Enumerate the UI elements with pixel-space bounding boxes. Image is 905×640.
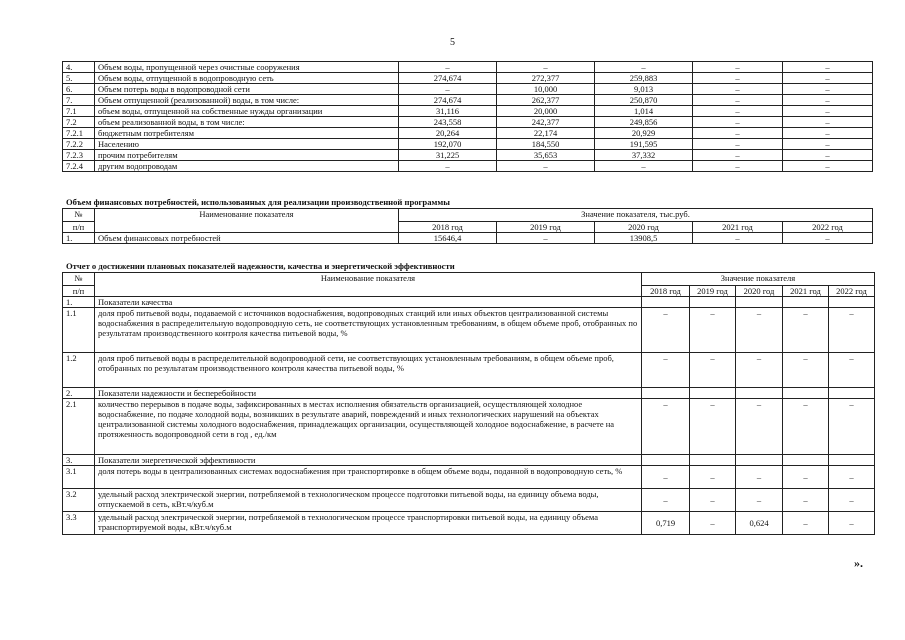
header-year: 2022 год bbox=[783, 222, 873, 233]
row-value: – bbox=[399, 161, 497, 172]
row-value: – bbox=[642, 308, 690, 353]
header-year: 2020 год bbox=[595, 222, 693, 233]
header-year: 2020 год bbox=[736, 286, 783, 297]
row-name: доля проб питьевой воды в распределительной водопроводной сети, не соответствующих установленным требованиям, в общем объеме проб, отобранных по результатам производственного контроля качества питьевой воды, % bbox=[95, 353, 642, 388]
table-row bbox=[63, 161, 873, 172]
row-num: 4. bbox=[63, 62, 95, 73]
header-num: № bbox=[63, 209, 95, 222]
row-value: – bbox=[783, 106, 873, 117]
empty-cell bbox=[829, 455, 875, 466]
row-value: 15646,4 bbox=[399, 233, 497, 244]
row-num: 7. bbox=[63, 95, 95, 106]
row-value: – bbox=[690, 466, 736, 489]
row-value: – bbox=[783, 233, 873, 244]
header-year: 2021 год bbox=[783, 286, 829, 297]
row-value: – bbox=[783, 95, 873, 106]
row-value: – bbox=[690, 489, 736, 512]
row-num: 7.2 bbox=[63, 117, 95, 128]
row-num: 1. bbox=[63, 297, 95, 308]
row-value: – bbox=[829, 399, 875, 455]
row-value: 250,870 bbox=[595, 95, 693, 106]
row-value: – bbox=[783, 308, 829, 353]
section-title: Показатели энергетической эффективности bbox=[95, 455, 642, 466]
row-value: 242,377 bbox=[497, 117, 595, 128]
row-value: – bbox=[399, 62, 497, 73]
row-value: – bbox=[736, 489, 783, 512]
row-value: – bbox=[783, 489, 829, 512]
table-row bbox=[63, 95, 873, 106]
header-year: 2018 год bbox=[399, 222, 497, 233]
financial-table bbox=[62, 208, 873, 244]
row-num: 1. bbox=[63, 233, 95, 244]
row-value: – bbox=[690, 308, 736, 353]
table-row bbox=[63, 399, 875, 455]
row-name: удельный расход электрической энергии, потребляемой в технологическом процессе транспортировки питьевой воды, на единицу объема транспортируемой воды, кВт.ч/куб.м bbox=[95, 512, 642, 535]
row-value: – bbox=[693, 106, 783, 117]
row-value: – bbox=[829, 353, 875, 388]
header-num-2: п/п bbox=[63, 286, 95, 297]
empty-cell bbox=[690, 388, 736, 399]
row-value: – bbox=[690, 353, 736, 388]
water-volume-table bbox=[62, 61, 873, 172]
empty-cell bbox=[690, 455, 736, 466]
header-name: Наименование показателя bbox=[95, 273, 642, 297]
table-row bbox=[63, 73, 873, 84]
closing-quote: ». bbox=[854, 556, 863, 570]
row-num: 7.1 bbox=[63, 106, 95, 117]
table-row bbox=[63, 466, 875, 489]
row-name: доля проб питьевой воды, подаваемой с источников водоснабжения, водопроводных станций или иных объектов централизованной системы водоснабжения в распределительную водопроводную сеть, не соответствующих установленным требованиям, в общем объеме проб, отобранных по результатам производственного контроля качества питьевой воды, % bbox=[95, 308, 642, 353]
row-value: – bbox=[829, 466, 875, 489]
empty-cell bbox=[736, 455, 783, 466]
row-name: Объем потерь воды в водопроводной сети bbox=[95, 84, 399, 95]
empty-cell bbox=[690, 297, 736, 308]
row-num: 3.3 bbox=[63, 512, 95, 535]
header-name: Наименование показателя bbox=[95, 209, 399, 233]
table-row bbox=[63, 512, 875, 535]
row-value: – bbox=[829, 489, 875, 512]
row-value: – bbox=[693, 161, 783, 172]
row-value: – bbox=[693, 95, 783, 106]
row-value: – bbox=[642, 399, 690, 455]
row-num: 7.2.2 bbox=[63, 139, 95, 150]
row-num: 7.2.1 bbox=[63, 128, 95, 139]
row-num: 2.1 bbox=[63, 399, 95, 455]
row-value: – bbox=[829, 308, 875, 353]
header-value: Значение показателя, тыс.руб. bbox=[399, 209, 873, 222]
row-value: – bbox=[783, 150, 873, 161]
empty-cell bbox=[642, 297, 690, 308]
row-value: – bbox=[693, 128, 783, 139]
row-value: – bbox=[783, 84, 873, 95]
row-value: 13908,5 bbox=[595, 233, 693, 244]
empty-cell bbox=[829, 297, 875, 308]
table-row bbox=[63, 308, 875, 353]
empty-cell bbox=[829, 388, 875, 399]
row-num: 3.1 bbox=[63, 466, 95, 489]
table-row bbox=[63, 84, 873, 95]
header-year: 2021 год bbox=[693, 222, 783, 233]
row-num: 7.2.4 bbox=[63, 161, 95, 172]
row-value: – bbox=[693, 233, 783, 244]
header-year: 2019 год bbox=[497, 222, 595, 233]
row-value: – bbox=[736, 353, 783, 388]
empty-cell bbox=[736, 297, 783, 308]
header-year: 2019 год bbox=[690, 286, 736, 297]
row-value: – bbox=[783, 399, 829, 455]
row-value: – bbox=[736, 399, 783, 455]
row-value: 22,174 bbox=[497, 128, 595, 139]
row-name: удельный расход электрической энергии, потребляемой в технологическом процессе подготовки питьевой воды, на единицу объема воды, отпускаемой в сеть, кВт.ч/куб.м bbox=[95, 489, 642, 512]
row-value: – bbox=[642, 466, 690, 489]
empty-cell bbox=[736, 388, 783, 399]
row-value: 272,377 bbox=[497, 73, 595, 84]
row-value: 192,070 bbox=[399, 139, 497, 150]
row-value: – bbox=[595, 62, 693, 73]
table-row bbox=[63, 139, 873, 150]
section-row bbox=[63, 455, 875, 466]
row-num: 5. bbox=[63, 73, 95, 84]
row-value: – bbox=[399, 84, 497, 95]
header-year: 2022 год bbox=[829, 286, 875, 297]
row-value: – bbox=[829, 512, 875, 535]
row-num: 7.2.3 bbox=[63, 150, 95, 161]
row-num: 3.2 bbox=[63, 489, 95, 512]
row-value: 262,377 bbox=[497, 95, 595, 106]
row-value: – bbox=[783, 62, 873, 73]
row-value: 20,000 bbox=[497, 106, 595, 117]
row-value: – bbox=[693, 150, 783, 161]
header-num-2: п/п bbox=[63, 222, 95, 233]
row-name: количество перерывов в подаче воды, зафиксированных в местах исполнения обязательств организацией, осуществляющей холодное водоснабжение, по подаче холодной воды, возникших в результате аварий, повреждений и иных технологических нарушений на объектах централизованной системы холодного водоснабжения, принадлежащих организации, осуществляющей холодное водоснабжение, в расчете на протяженность водопроводной сети в год , ед./км bbox=[95, 399, 642, 455]
header-num: № bbox=[63, 273, 95, 286]
row-value: – bbox=[497, 62, 595, 73]
row-num: 6. bbox=[63, 84, 95, 95]
page-number: 5 bbox=[450, 37, 455, 48]
row-value: 274,674 bbox=[399, 95, 497, 106]
indicators-table-caption: Отчет о достижении плановых показателей надежности, качества и энергетической эффективности bbox=[66, 261, 455, 271]
row-value: 31,225 bbox=[399, 150, 497, 161]
row-name: объем воды, отпущенной на собственные нужды организации bbox=[95, 106, 399, 117]
row-value: 20,929 bbox=[595, 128, 693, 139]
section-row bbox=[63, 297, 875, 308]
row-name: прочим потребителям bbox=[95, 150, 399, 161]
empty-cell bbox=[642, 388, 690, 399]
row-value: 0,719 bbox=[642, 512, 690, 535]
row-value: – bbox=[783, 512, 829, 535]
indicators-table bbox=[62, 272, 875, 535]
row-value: – bbox=[693, 117, 783, 128]
row-name: Населению bbox=[95, 139, 399, 150]
empty-cell bbox=[783, 388, 829, 399]
row-value: 274,674 bbox=[399, 73, 497, 84]
row-value: – bbox=[693, 84, 783, 95]
row-value: 249,856 bbox=[595, 117, 693, 128]
row-value: 10,000 bbox=[497, 84, 595, 95]
row-value: 31,116 bbox=[399, 106, 497, 117]
row-value: 37,332 bbox=[595, 150, 693, 161]
row-value: – bbox=[642, 353, 690, 388]
row-value: 0,624 bbox=[736, 512, 783, 535]
table-row bbox=[63, 353, 875, 388]
row-value: – bbox=[693, 73, 783, 84]
row-value: – bbox=[595, 161, 693, 172]
row-name: объем реализованной воды, в том числе: bbox=[95, 117, 399, 128]
row-num: 3. bbox=[63, 455, 95, 466]
row-value: – bbox=[693, 139, 783, 150]
row-num: 1.2 bbox=[63, 353, 95, 388]
row-value: 35,653 bbox=[497, 150, 595, 161]
empty-cell bbox=[642, 455, 690, 466]
row-value: 20,264 bbox=[399, 128, 497, 139]
row-name: Объем отпущенной (реализованной) воды, в том числе: bbox=[95, 95, 399, 106]
row-value: – bbox=[690, 399, 736, 455]
row-value: – bbox=[642, 489, 690, 512]
row-name: Объем воды, пропущенной через очистные сооружения bbox=[95, 62, 399, 73]
row-name: Объем воды, отпущенной в водопроводную сеть bbox=[95, 73, 399, 84]
row-name: доля потерь воды в централизованных системах водоснабжения при транспортировке в общем объеме воды, поданной в водопроводную сеть, % bbox=[95, 466, 642, 489]
row-value: 184,550 bbox=[497, 139, 595, 150]
table-row bbox=[63, 150, 873, 161]
section-row bbox=[63, 388, 875, 399]
row-value: – bbox=[783, 466, 829, 489]
row-value: – bbox=[497, 161, 595, 172]
row-value: 243,558 bbox=[399, 117, 497, 128]
table-row bbox=[63, 128, 873, 139]
row-value: 1,014 bbox=[595, 106, 693, 117]
table-row bbox=[63, 117, 873, 128]
row-value: – bbox=[783, 128, 873, 139]
row-value: – bbox=[783, 161, 873, 172]
table-row bbox=[63, 233, 873, 244]
row-name: бюджетным потребителям bbox=[95, 128, 399, 139]
empty-cell bbox=[783, 297, 829, 308]
table-row bbox=[63, 106, 873, 117]
row-num: 2. bbox=[63, 388, 95, 399]
row-value: – bbox=[783, 353, 829, 388]
row-value: 191,595 bbox=[595, 139, 693, 150]
empty-cell bbox=[783, 455, 829, 466]
row-value: – bbox=[497, 233, 595, 244]
row-value: – bbox=[693, 62, 783, 73]
row-name: Объем финансовых потребностей bbox=[95, 233, 399, 244]
row-value: – bbox=[783, 117, 873, 128]
section-title: Показатели надежности и бесперебойности bbox=[95, 388, 642, 399]
header-value: Значение показателя bbox=[642, 273, 875, 286]
row-name: другим водопроводам bbox=[95, 161, 399, 172]
section-title: Показатели качества bbox=[95, 297, 642, 308]
row-value: – bbox=[736, 466, 783, 489]
row-num: 1.1 bbox=[63, 308, 95, 353]
row-value: 9,013 bbox=[595, 84, 693, 95]
row-value: – bbox=[736, 308, 783, 353]
financial-table-caption: Объем финансовых потребностей, использованных для реализации производственной программы bbox=[66, 197, 450, 207]
row-value: – bbox=[783, 73, 873, 84]
header-year: 2018 год bbox=[642, 286, 690, 297]
row-value: – bbox=[783, 139, 873, 150]
table-row bbox=[63, 62, 873, 73]
table-row bbox=[63, 489, 875, 512]
row-value: – bbox=[690, 512, 736, 535]
row-value: 259,883 bbox=[595, 73, 693, 84]
